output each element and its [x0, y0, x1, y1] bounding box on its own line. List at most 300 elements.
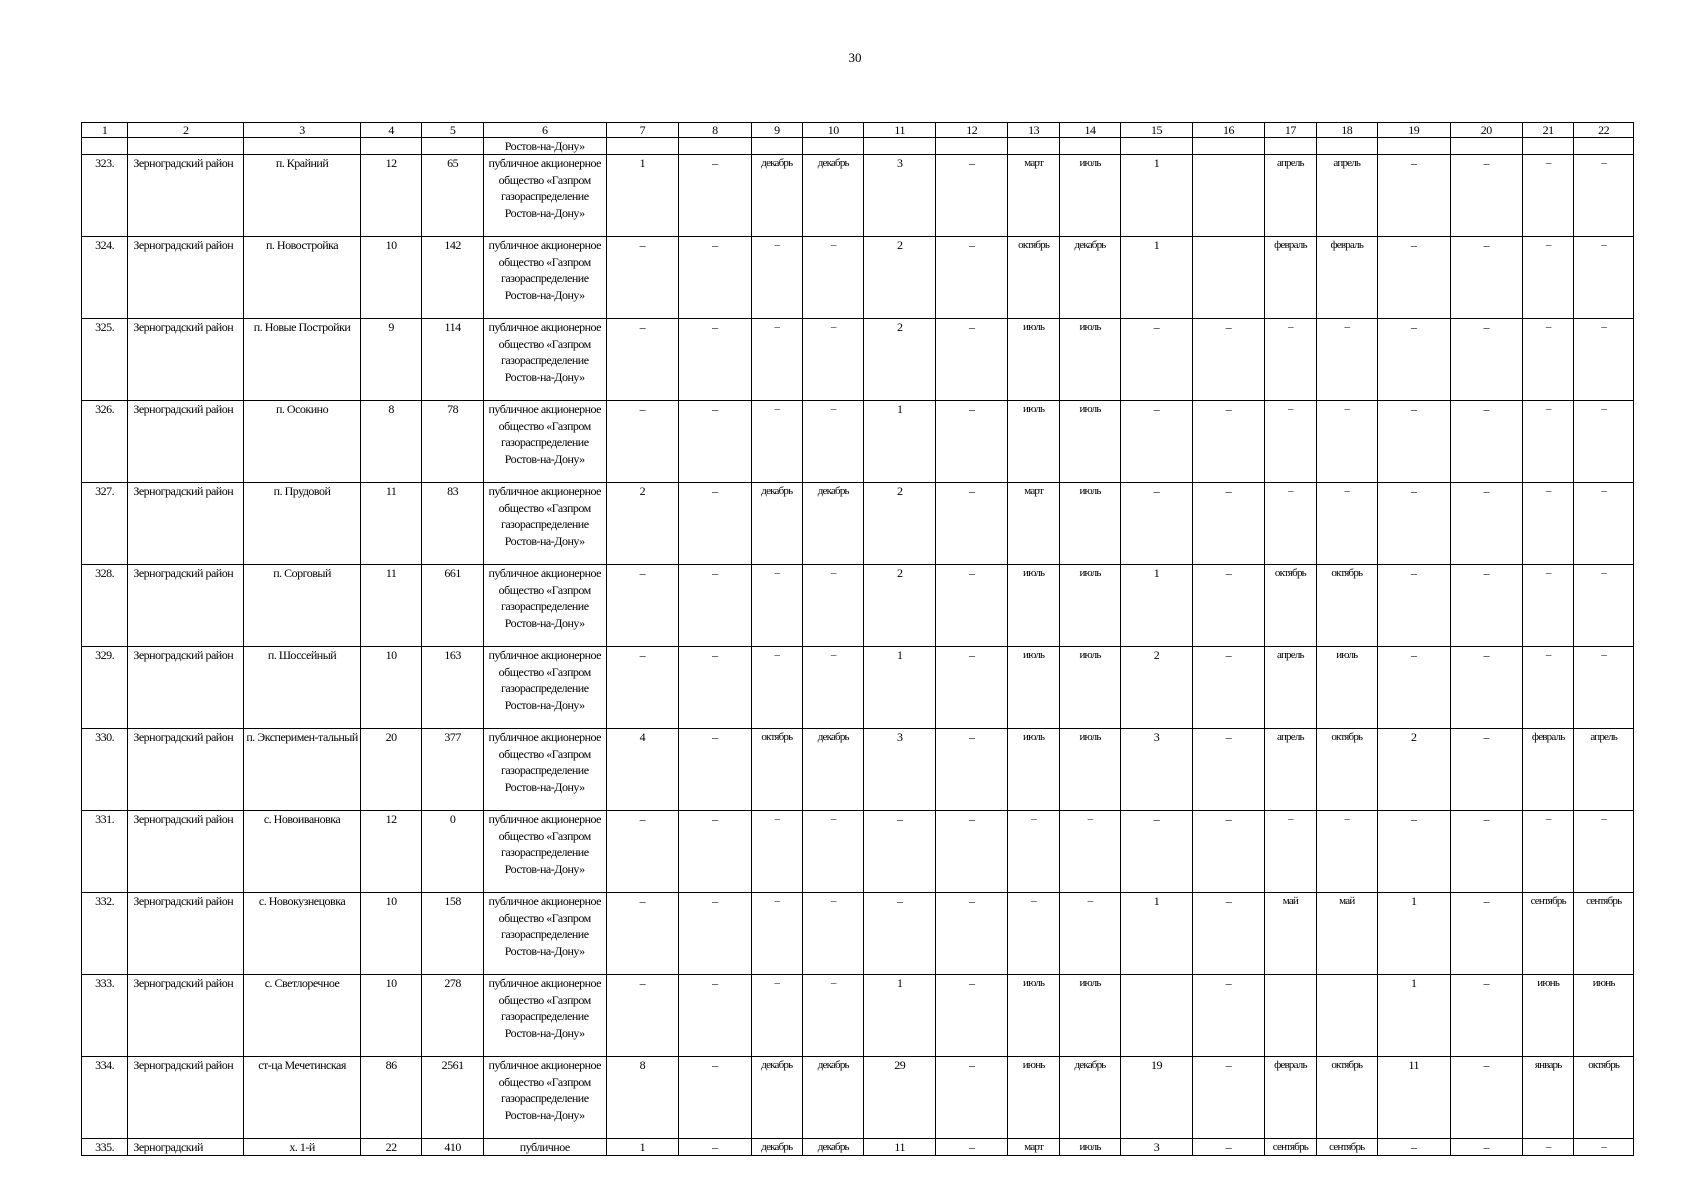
- cell-c10: –: [803, 401, 864, 483]
- district-cell: Зерноградский район: [128, 565, 244, 647]
- cell-c18: сентябрь: [1316, 1139, 1377, 1156]
- cell-c20: –: [1450, 1057, 1523, 1139]
- column-number-cell: 1: [82, 123, 128, 138]
- cell-c21: –: [1523, 647, 1574, 729]
- cell-c10: –: [803, 647, 864, 729]
- cell-c11: 2: [864, 483, 936, 565]
- cell-c14: –: [1059, 811, 1120, 893]
- cell-c4: 10: [360, 237, 421, 319]
- cell-c16: [1192, 237, 1265, 319]
- cell: [1265, 138, 1316, 155]
- cell-c18: июль: [1316, 647, 1377, 729]
- organization-cell: публичное: [483, 1139, 606, 1156]
- cell-c5: 410: [422, 1139, 483, 1156]
- row-number-cell: 335.: [82, 1139, 128, 1156]
- cell-c10: –: [803, 893, 864, 975]
- cell-c20: –: [1450, 565, 1523, 647]
- column-number-cell: 8: [679, 123, 752, 138]
- organization-cell: публичное акционерное общество «Газпром газораспределение Ростов-на-Дону»: [483, 155, 606, 237]
- cell-c8: –: [679, 401, 752, 483]
- cell-c17: февраль: [1265, 1057, 1316, 1139]
- organization-cell: публичное акционерное общество «Газпром газораспределение Ростов-на-Дону»: [483, 401, 606, 483]
- row-number-cell: 329.: [82, 647, 128, 729]
- cell-c4: 8: [360, 401, 421, 483]
- row-number-cell: 325.: [82, 319, 128, 401]
- table-row: [82, 893, 1634, 975]
- cell-c12: –: [935, 401, 1008, 483]
- cell-c16: –: [1192, 975, 1265, 1057]
- cell-c5: 377: [422, 729, 483, 811]
- cell-c9: декабрь: [751, 1139, 802, 1156]
- cell-c11: 2: [864, 319, 936, 401]
- cell-c15: 3: [1121, 1139, 1193, 1156]
- row-number-cell: 323.: [82, 155, 128, 237]
- cell-c21: –: [1523, 401, 1574, 483]
- cell-c11: 11: [864, 1139, 936, 1156]
- cell-c18: –: [1316, 483, 1377, 565]
- district-cell: Зерноградский район: [128, 975, 244, 1057]
- cell-c12: –: [935, 893, 1008, 975]
- cell-c19: –: [1378, 647, 1451, 729]
- cell-c21: –: [1523, 483, 1574, 565]
- cell-c9: октябрь: [751, 729, 802, 811]
- cell-c8: –: [679, 729, 752, 811]
- cell-c11: 3: [864, 729, 936, 811]
- cell-c15: 19: [1121, 1057, 1193, 1139]
- cell-c14: июль: [1059, 1139, 1120, 1156]
- cell-c12: –: [935, 975, 1008, 1057]
- cell-c13: март: [1008, 155, 1059, 237]
- table-row: [82, 1057, 1634, 1139]
- cell-c15: 1: [1121, 155, 1193, 237]
- cell-c19: –: [1378, 565, 1451, 647]
- cell-c20: –: [1450, 893, 1523, 975]
- cell-c19: –: [1378, 1139, 1451, 1156]
- cell-c4: 22: [360, 1139, 421, 1156]
- column-number-cell: 3: [244, 123, 361, 138]
- row-number-cell: 328.: [82, 565, 128, 647]
- column-number-cell: 15: [1121, 123, 1193, 138]
- cell-c5: 2561: [422, 1057, 483, 1139]
- table-row: [82, 1139, 1634, 1156]
- cell-c9: декабрь: [751, 483, 802, 565]
- cell-c9: –: [751, 811, 802, 893]
- column-number-cell: 14: [1059, 123, 1120, 138]
- cell-c13: март: [1008, 483, 1059, 565]
- organization-cell: публичное акционерное общество «Газпром газораспределение Ростов-на-Дону»: [483, 811, 606, 893]
- cell-c21: –: [1523, 155, 1574, 237]
- cell-c22: июнь: [1574, 975, 1634, 1057]
- cell-c20: –: [1450, 811, 1523, 893]
- organization-cell: публичное акционерное общество «Газпром газораспределение Ростов-на-Дону»: [483, 565, 606, 647]
- cell-c12: –: [935, 237, 1008, 319]
- table-row: [82, 401, 1634, 483]
- table-row: [82, 729, 1634, 811]
- cell: [1574, 138, 1634, 155]
- cell-c21: сентябрь: [1523, 893, 1574, 975]
- cell-c7: –: [606, 319, 679, 401]
- cell: [1192, 138, 1265, 155]
- cell-c14: июль: [1059, 647, 1120, 729]
- cell-c16: –: [1192, 319, 1265, 401]
- cell-c8: –: [679, 811, 752, 893]
- cell-c14: –: [1059, 893, 1120, 975]
- cell-c7: –: [606, 893, 679, 975]
- cell-c15: [1121, 975, 1193, 1057]
- cell-c11: –: [864, 893, 936, 975]
- cell-c20: –: [1450, 237, 1523, 319]
- cell-c10: декабрь: [803, 1057, 864, 1139]
- cell: [864, 138, 936, 155]
- row-number-cell: 332.: [82, 893, 128, 975]
- cell-c8: –: [679, 1139, 752, 1156]
- cell-c13: июль: [1008, 401, 1059, 483]
- cell-c4: 9: [360, 319, 421, 401]
- district-cell: Зерноградский район: [128, 729, 244, 811]
- cell-c12: –: [935, 647, 1008, 729]
- column-number-cell: 13: [1008, 123, 1059, 138]
- cell-c16: –: [1192, 1139, 1265, 1156]
- cell-c7: –: [606, 811, 679, 893]
- cell-c14: декабрь: [1059, 237, 1120, 319]
- cell-c14: июль: [1059, 319, 1120, 401]
- cell-c17: –: [1265, 483, 1316, 565]
- cell-c12: –: [935, 1139, 1008, 1156]
- cell-c5: 65: [422, 155, 483, 237]
- cell-c17: –: [1265, 811, 1316, 893]
- cell-c16: –: [1192, 729, 1265, 811]
- cell-c4: 10: [360, 647, 421, 729]
- cell-c9: –: [751, 237, 802, 319]
- cell-c22: –: [1574, 565, 1634, 647]
- cell-c5: 78: [422, 401, 483, 483]
- organization-cell: публичное акционерное общество «Газпром газораспределение Ростов-на-Дону»: [483, 237, 606, 319]
- column-number-cell: 17: [1265, 123, 1316, 138]
- cell-c18: май: [1316, 893, 1377, 975]
- district-cell: Зерноградский район: [128, 647, 244, 729]
- cell-c20: –: [1450, 155, 1523, 237]
- cell-c16: –: [1192, 483, 1265, 565]
- district-cell: Зерноградский район: [128, 401, 244, 483]
- cell-c17: май: [1265, 893, 1316, 975]
- row-number-cell: 326.: [82, 401, 128, 483]
- cell-c15: –: [1121, 319, 1193, 401]
- cell-c17: [1265, 975, 1316, 1057]
- cell-c13: октябрь: [1008, 237, 1059, 319]
- cell-c16: –: [1192, 565, 1265, 647]
- cell-c21: –: [1523, 565, 1574, 647]
- cell: [1316, 138, 1377, 155]
- column-number-cell: 20: [1450, 123, 1523, 138]
- table-row: [82, 319, 1634, 401]
- cell-c12: –: [935, 483, 1008, 565]
- cell-c8: –: [679, 483, 752, 565]
- cell-c13: июль: [1008, 565, 1059, 647]
- district-cell: Зерноградский район: [128, 1057, 244, 1139]
- cell-c14: декабрь: [1059, 1057, 1120, 1139]
- cell-c4: 12: [360, 155, 421, 237]
- cell: [1450, 138, 1523, 155]
- cell-c4: 11: [360, 483, 421, 565]
- cell-c8: –: [679, 647, 752, 729]
- cell-c12: –: [935, 155, 1008, 237]
- cell-c17: апрель: [1265, 647, 1316, 729]
- organization-cell: публичное акционерное общество «Газпром газораспределение Ростов-на-Дону»: [483, 729, 606, 811]
- organization-cell: публичное акционерное общество «Газпром газораспределение Ростов-на-Дону»: [483, 1057, 606, 1139]
- cell-c7: 1: [606, 155, 679, 237]
- cell-c16: –: [1192, 401, 1265, 483]
- column-number-cell: 22: [1574, 123, 1634, 138]
- cell-c7: –: [606, 237, 679, 319]
- cell-c20: –: [1450, 319, 1523, 401]
- cell-c4: 10: [360, 975, 421, 1057]
- cell-c16: [1192, 155, 1265, 237]
- district-cell: Зерноградский: [128, 1139, 244, 1156]
- table-row: [82, 565, 1634, 647]
- cell: [244, 138, 361, 155]
- cell-c10: декабрь: [803, 483, 864, 565]
- settlement-cell: п. Новостройка: [244, 237, 361, 319]
- cell-c18: февраль: [1316, 237, 1377, 319]
- cell-c5: 661: [422, 565, 483, 647]
- cell-c18: октябрь: [1316, 565, 1377, 647]
- cell-c12: –: [935, 1057, 1008, 1139]
- org-tail-cell: Ростов-на-Дону»: [483, 138, 606, 155]
- cell-c10: –: [803, 319, 864, 401]
- cell-c10: –: [803, 565, 864, 647]
- cell-c11: 2: [864, 565, 936, 647]
- cell-c19: –: [1378, 483, 1451, 565]
- cell-c16: –: [1192, 811, 1265, 893]
- gas-schedule-table: [81, 122, 1634, 1156]
- cell-c15: 1: [1121, 237, 1193, 319]
- cell-c15: 1: [1121, 893, 1193, 975]
- settlement-cell: п. Сорговый: [244, 565, 361, 647]
- cell-c8: –: [679, 1057, 752, 1139]
- cell-c10: декабрь: [803, 1139, 864, 1156]
- cell-c5: 142: [422, 237, 483, 319]
- cell-c11: 1: [864, 975, 936, 1057]
- cell-c22: апрель: [1574, 729, 1634, 811]
- cell: [606, 138, 679, 155]
- cell-c5: 278: [422, 975, 483, 1057]
- cell-c18: [1316, 975, 1377, 1057]
- column-number-cell: 10: [803, 123, 864, 138]
- column-number-row: [82, 123, 1634, 138]
- cell-c13: март: [1008, 1139, 1059, 1156]
- cell-c17: февраль: [1265, 237, 1316, 319]
- cell-c19: –: [1378, 237, 1451, 319]
- column-number-cell: 9: [751, 123, 802, 138]
- cell: [935, 138, 1008, 155]
- settlement-cell: п. Прудовой: [244, 483, 361, 565]
- cell-c5: 163: [422, 647, 483, 729]
- cell-c20: –: [1450, 401, 1523, 483]
- organization-cell: публичное акционерное общество «Газпром газораспределение Ростов-на-Дону»: [483, 647, 606, 729]
- cell-c22: сентябрь: [1574, 893, 1634, 975]
- settlement-cell: п. Осокино: [244, 401, 361, 483]
- settlement-cell: п. Эксперимен-тальный: [244, 729, 361, 811]
- cell-c8: –: [679, 975, 752, 1057]
- cell-c12: –: [935, 565, 1008, 647]
- cell-c8: –: [679, 155, 752, 237]
- cell-c11: 1: [864, 647, 936, 729]
- table-row: [82, 975, 1634, 1057]
- cell-c8: –: [679, 237, 752, 319]
- organization-cell: публичное акционерное общество «Газпром газораспределение Ростов-на-Дону»: [483, 893, 606, 975]
- cell-c13: июль: [1008, 975, 1059, 1057]
- cell: [1523, 138, 1574, 155]
- cell-c19: –: [1378, 401, 1451, 483]
- cell-c4: 86: [360, 1057, 421, 1139]
- settlement-cell: п. Крайний: [244, 155, 361, 237]
- table-row: [82, 155, 1634, 237]
- cell-c9: –: [751, 319, 802, 401]
- settlement-cell: с. Светлоречное: [244, 975, 361, 1057]
- organization-cell: публичное акционерное общество «Газпром газораспределение Ростов-на-Дону»: [483, 319, 606, 401]
- cell-c14: июль: [1059, 729, 1120, 811]
- cell-c15: 1: [1121, 565, 1193, 647]
- cell-c12: –: [935, 729, 1008, 811]
- cell-c7: –: [606, 565, 679, 647]
- cell-c10: –: [803, 237, 864, 319]
- cell-c19: 11: [1378, 1057, 1451, 1139]
- cell-c18: октябрь: [1316, 1057, 1377, 1139]
- cell-c22: –: [1574, 237, 1634, 319]
- cell-c9: –: [751, 565, 802, 647]
- cell-c13: июль: [1008, 319, 1059, 401]
- cell-c20: –: [1450, 483, 1523, 565]
- cell-c7: –: [606, 647, 679, 729]
- column-number-cell: 19: [1378, 123, 1451, 138]
- organization-cell: публичное акционерное общество «Газпром газораспределение Ростов-на-Дону»: [483, 483, 606, 565]
- cell: [422, 138, 483, 155]
- cell: [360, 138, 421, 155]
- settlement-cell: п. Шоссейный: [244, 647, 361, 729]
- district-cell: Зерноградский район: [128, 155, 244, 237]
- cell-c7: 8: [606, 1057, 679, 1139]
- cell-c17: –: [1265, 401, 1316, 483]
- cell-c12: –: [935, 811, 1008, 893]
- cell-c18: –: [1316, 811, 1377, 893]
- cell-c11: 2: [864, 237, 936, 319]
- cell: [82, 138, 128, 155]
- cell-c15: 2: [1121, 647, 1193, 729]
- district-cell: Зерноградский район: [128, 893, 244, 975]
- cell-c14: июль: [1059, 401, 1120, 483]
- cell-c17: апрель: [1265, 155, 1316, 237]
- table-body: [82, 123, 1634, 1156]
- cell-c9: –: [751, 647, 802, 729]
- cell-c21: –: [1523, 1139, 1574, 1156]
- cell-c22: –: [1574, 401, 1634, 483]
- cell-c22: октябрь: [1574, 1057, 1634, 1139]
- cell-c5: 158: [422, 893, 483, 975]
- cell-c7: 1: [606, 1139, 679, 1156]
- cell-c4: 12: [360, 811, 421, 893]
- cell-c9: декабрь: [751, 1057, 802, 1139]
- cell-c21: –: [1523, 811, 1574, 893]
- continuation-row: [82, 138, 1634, 155]
- cell-c8: –: [679, 893, 752, 975]
- cell-c18: –: [1316, 319, 1377, 401]
- row-number-cell: 330.: [82, 729, 128, 811]
- row-number-cell: 333.: [82, 975, 128, 1057]
- column-number-cell: 4: [360, 123, 421, 138]
- cell-c19: 2: [1378, 729, 1451, 811]
- cell-c8: –: [679, 319, 752, 401]
- table-row: [82, 237, 1634, 319]
- cell: [679, 138, 752, 155]
- cell-c15: 3: [1121, 729, 1193, 811]
- cell-c13: июнь: [1008, 1057, 1059, 1139]
- cell-c19: 1: [1378, 975, 1451, 1057]
- settlement-cell: п. Новые Постройки: [244, 319, 361, 401]
- cell-c21: январь: [1523, 1057, 1574, 1139]
- cell-c19: –: [1378, 319, 1451, 401]
- cell: [1059, 138, 1120, 155]
- cell-c7: 2: [606, 483, 679, 565]
- cell-c22: –: [1574, 319, 1634, 401]
- table-row: [82, 483, 1634, 565]
- cell-c18: октябрь: [1316, 729, 1377, 811]
- cell-c19: 1: [1378, 893, 1451, 975]
- cell-c20: –: [1450, 975, 1523, 1057]
- cell-c15: –: [1121, 401, 1193, 483]
- cell-c7: –: [606, 401, 679, 483]
- row-number-cell: 331.: [82, 811, 128, 893]
- cell-c11: 29: [864, 1057, 936, 1139]
- column-number-cell: 7: [606, 123, 679, 138]
- cell-c14: июль: [1059, 565, 1120, 647]
- cell-c11: –: [864, 811, 936, 893]
- cell-c19: –: [1378, 155, 1451, 237]
- cell-c22: –: [1574, 811, 1634, 893]
- district-cell: Зерноградский район: [128, 811, 244, 893]
- cell-c5: 0: [422, 811, 483, 893]
- cell-c4: 11: [360, 565, 421, 647]
- column-number-cell: 12: [935, 123, 1008, 138]
- cell-c10: декабрь: [803, 155, 864, 237]
- column-number-cell: 5: [422, 123, 483, 138]
- cell-c9: –: [751, 401, 802, 483]
- page-number: 30: [848, 50, 862, 65]
- cell-c22: –: [1574, 1139, 1634, 1156]
- cell: [1121, 138, 1193, 155]
- cell-c11: 3: [864, 155, 936, 237]
- cell: [1008, 138, 1059, 155]
- cell-c18: апрель: [1316, 155, 1377, 237]
- cell-c20: –: [1450, 647, 1523, 729]
- cell-c14: июль: [1059, 483, 1120, 565]
- cell-c22: –: [1574, 647, 1634, 729]
- cell-c21: –: [1523, 237, 1574, 319]
- column-number-cell: 21: [1523, 123, 1574, 138]
- settlement-cell: с. Новоивановка: [244, 811, 361, 893]
- cell-c22: –: [1574, 155, 1634, 237]
- settlement-cell: с. Новокузнецовка: [244, 893, 361, 975]
- cell-c13: –: [1008, 811, 1059, 893]
- cell-c19: –: [1378, 811, 1451, 893]
- cell-c8: –: [679, 565, 752, 647]
- cell-c18: –: [1316, 401, 1377, 483]
- row-number-cell: 327.: [82, 483, 128, 565]
- district-cell: Зерноградский район: [128, 319, 244, 401]
- district-cell: Зерноградский район: [128, 237, 244, 319]
- table-row: [82, 811, 1634, 893]
- cell-c17: октябрь: [1265, 565, 1316, 647]
- cell-c4: 20: [360, 729, 421, 811]
